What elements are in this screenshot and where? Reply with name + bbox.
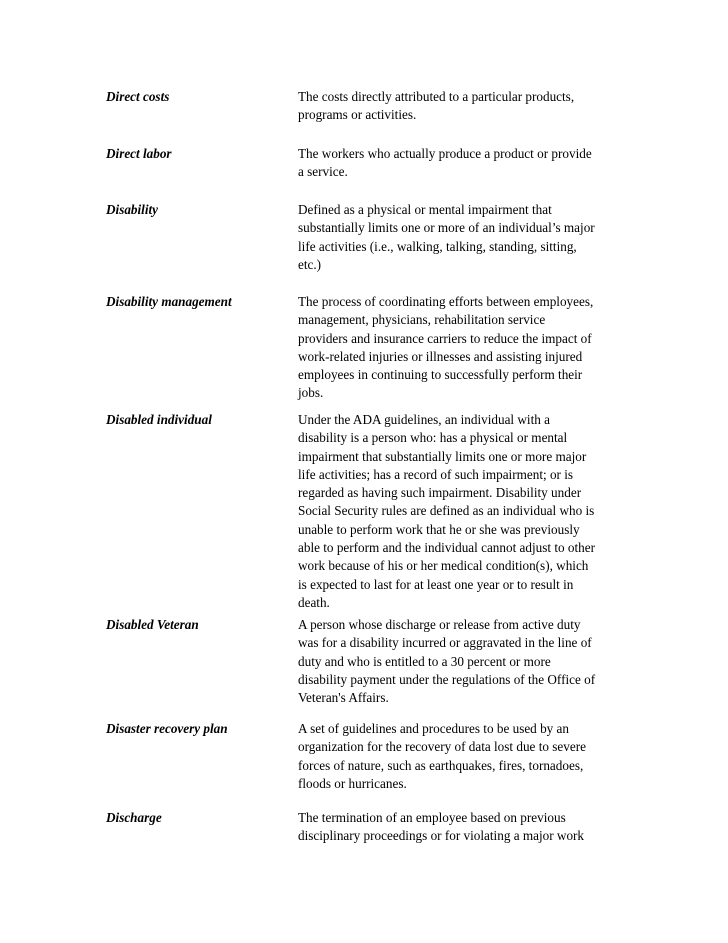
definition-line: Social Security rules are defined as an individual who is [298, 503, 595, 519]
term: Direct labor [106, 146, 172, 161]
definition [298, 201, 626, 274]
definition-line: Veteran's Affairs. [298, 690, 389, 706]
definition [298, 411, 626, 612]
definition [298, 293, 626, 403]
definition [298, 88, 626, 125]
definition-line: forces of nature, such as earthquakes, fires, tornadoes, [298, 757, 584, 773]
definition-line: substantially limits one or more of an individual’s major [298, 220, 595, 236]
definition-line: management, physicians, rehabilitation service [298, 312, 546, 328]
definition [298, 720, 626, 793]
definition-line: programs or activities. [298, 107, 417, 123]
definition [298, 809, 626, 846]
definition-line: work because of his or her medical condition(s), which [298, 558, 589, 574]
term: Disability [106, 202, 159, 217]
definition-line: disability is a person who: has a physical or mental [298, 430, 568, 446]
definition-line: disability payment under the regulations of the Office of [298, 671, 596, 687]
definition-line: duty and who is entitled to a 30 percent or more [298, 653, 551, 669]
definition-line: unable to perform work that he or she was previously [298, 521, 580, 537]
definition [298, 616, 626, 707]
definition-line: life activities (i.e., walking, talking, standing, sitting, [298, 238, 577, 254]
definition-line: work-related injuries or illnesses and assisting injured [298, 348, 583, 364]
definition-line: death. [298, 594, 330, 610]
definition-line: floods or hurricanes. [298, 775, 407, 791]
definition-line: Under the ADA guidelines, an individual with a [298, 412, 550, 427]
definition-line: was for a disability incurred or aggravated in the line of [298, 635, 592, 651]
definition-line: Defined as a physical or mental impairment that [298, 202, 552, 217]
term: Disabled individual [106, 412, 212, 427]
definition-line: The termination of an employee based on previous [298, 810, 566, 825]
term: Disaster recovery plan [106, 721, 228, 736]
definition-line: etc.) [298, 256, 322, 272]
definition-line: disciplinary proceedings or for violating a major work [298, 828, 585, 844]
definition-line: providers and insurance carriers to reduce the impact of [298, 330, 592, 346]
term: Disability management [106, 294, 232, 309]
definition [298, 145, 626, 182]
definition-line: The costs directly attributed to a particular products, [298, 89, 575, 104]
definition-line: able to perform and the individual cannot adjust to other [298, 540, 596, 556]
definition-line: jobs. [298, 385, 324, 401]
definition-line: impairment that substantially limits one or more major [298, 448, 587, 464]
definition-line: A set of guidelines and procedures to be used by an [298, 721, 570, 736]
term: Disabled Veteran [106, 617, 199, 632]
definition-line: The workers who actually produce a product or provide [298, 146, 592, 161]
term: Discharge [106, 810, 162, 825]
term: Direct costs [106, 89, 170, 104]
definition-line: a service. [298, 164, 348, 180]
definition-line: life activities; has a record of such impairment; or is [298, 466, 574, 482]
definition-line: regarded as having such impairment. Disability under [298, 485, 582, 501]
definition-line: is expected to last for at least one year or to result in [298, 576, 574, 592]
definition-line: The process of coordinating efforts between employees, [298, 294, 594, 309]
definition-line: A person whose discharge or release from active duty [298, 617, 581, 632]
definition-line: organization for the recovery of data lost due to severe [298, 739, 586, 755]
definition-line: employees in continuing to successfully perform their [298, 367, 583, 383]
